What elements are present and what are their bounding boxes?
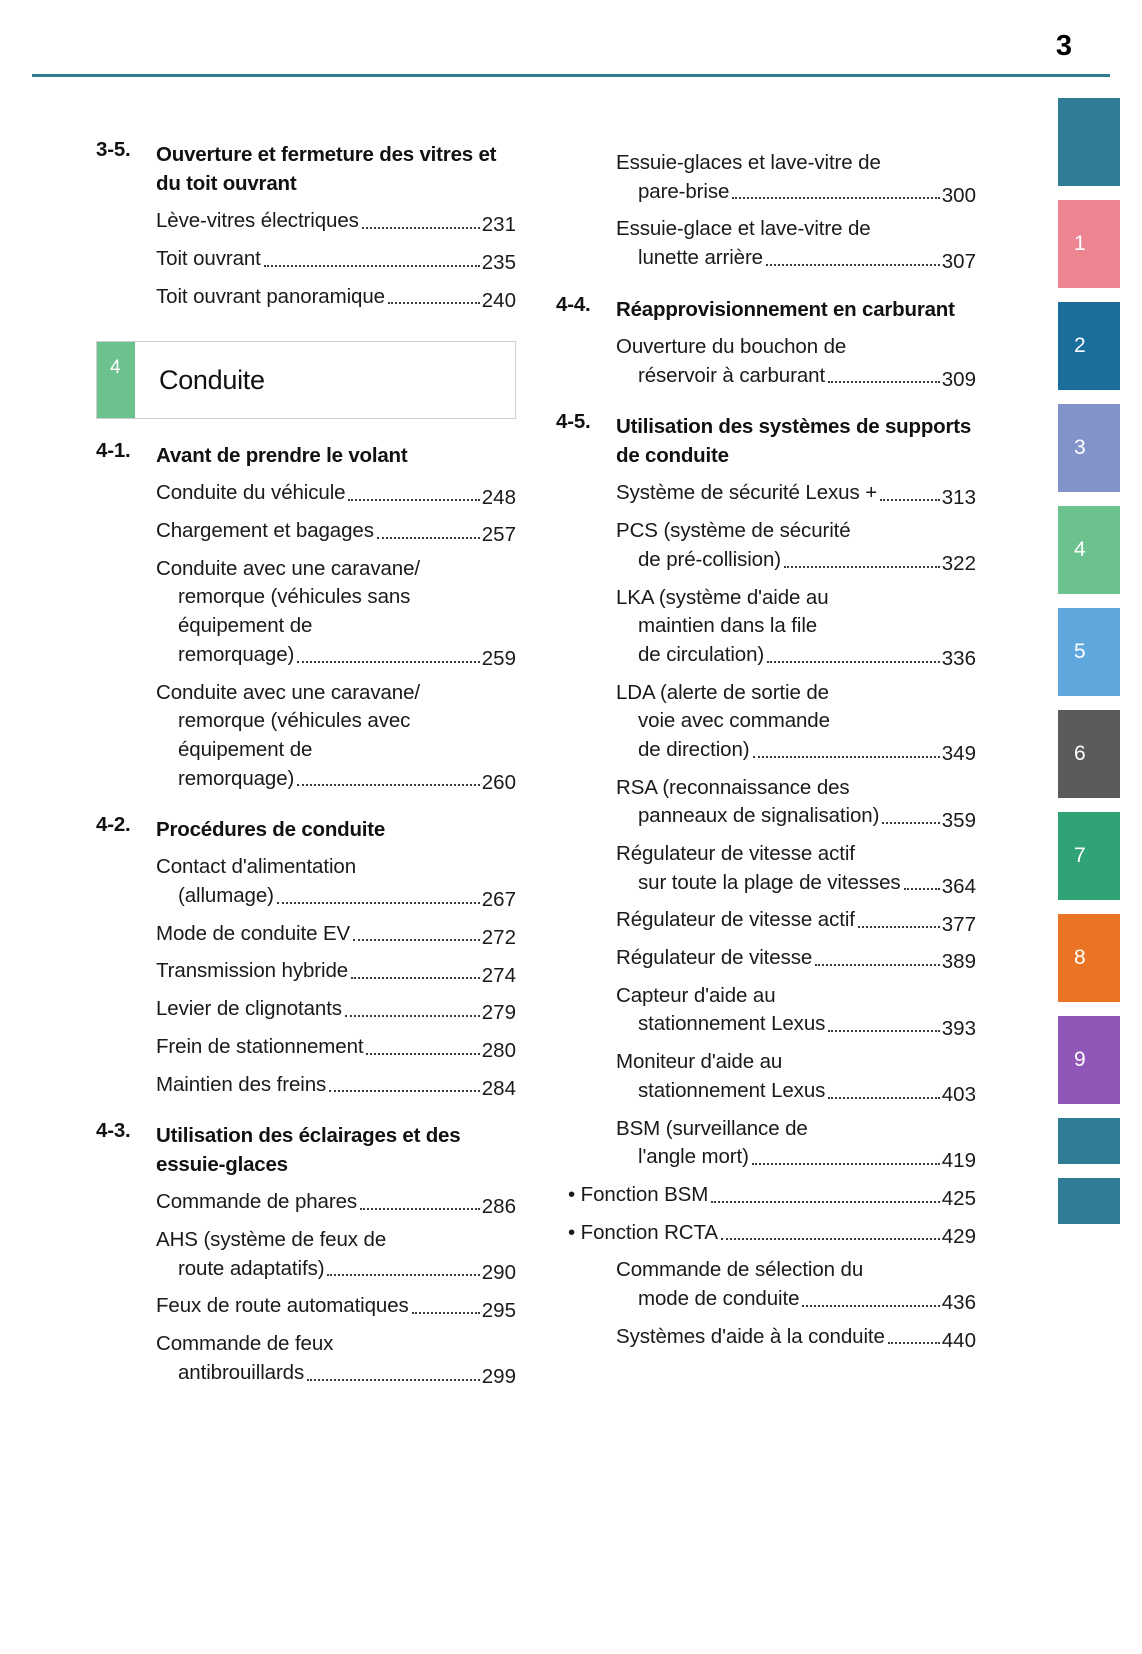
- leader-dots: [904, 888, 940, 890]
- toc-section-number: 4-5.: [556, 410, 591, 434]
- leader-dots: [858, 926, 940, 928]
- toc-entry-last-line: [638, 641, 976, 670]
- toc-entry[interactable]: [156, 1226, 516, 1283]
- toc-section-number: 4-3.: [96, 1119, 131, 1143]
- toc-entry-title-line: Commande de sélection du: [616, 1258, 864, 1282]
- leader-dots: [753, 756, 940, 758]
- toc-page-number: 286: [481, 1194, 516, 1218]
- toc-entry-title-line: maintien dans la file: [638, 614, 818, 638]
- leader-dots: [766, 264, 940, 266]
- toc-entry[interactable]: [616, 1256, 976, 1313]
- toc-section-heading: [96, 815, 516, 844]
- toc-entry[interactable]: [156, 1292, 516, 1321]
- toc-entry-title-line: AHS (système de feux de: [156, 1228, 387, 1252]
- toc-entry-title: Levier de clignotants: [156, 997, 342, 1021]
- toc-entry[interactable]: [156, 1033, 516, 1062]
- toc-entry-title-line: voie avec commande: [638, 709, 830, 733]
- toc-entry[interactable]: [156, 920, 516, 949]
- toc-entry-title: Systèmes d'aide à la conduite: [616, 1324, 885, 1348]
- toc-page-number: 240: [481, 288, 516, 312]
- leader-dots: [388, 302, 480, 304]
- leader-dots: [784, 566, 940, 568]
- chapter-badge: [97, 342, 135, 418]
- side-tab-label: 2: [1074, 334, 1086, 357]
- leader-dots: [351, 977, 480, 979]
- toc-entry-title-line: PCS (système de sécurité: [616, 519, 851, 543]
- toc-entry-title-line: remorque (véhicules sans: [178, 585, 411, 609]
- toc-entry-title-line: Commande de feux: [156, 1332, 334, 1356]
- toc-page-number: 248: [481, 485, 516, 509]
- toc-page-number: 393: [941, 1016, 976, 1040]
- toc-page-number: 300: [941, 183, 976, 207]
- toc-entry-last-line: [638, 178, 976, 207]
- toc-entry-title-line: lunette arrière: [638, 246, 763, 270]
- leader-dots: [882, 822, 939, 824]
- toc-entry-title: Régulateur de vitesse: [616, 946, 813, 970]
- leader-dots: [377, 537, 480, 539]
- leader-dots: [362, 227, 480, 229]
- toc-section-title: Ouverture et fermeture des vitres et du toit ouvrant: [156, 143, 497, 196]
- toc-entry-title-line: de pré-collision): [638, 547, 782, 571]
- toc-entry-title-line: Essuie-glaces et lave-vitre de: [616, 151, 881, 174]
- toc-entry-title-line: remorquage): [178, 766, 295, 790]
- toc-entry[interactable]: [616, 679, 976, 765]
- toc-entry-last-line: [638, 1143, 976, 1172]
- toc-entry-last-line: [638, 546, 976, 575]
- toc-entry[interactable]: [616, 906, 976, 935]
- toc-page-number: 272: [481, 925, 516, 949]
- side-tab-8[interactable]: [1058, 914, 1120, 1002]
- toc-entry-title-line: sur toute la plage de vitesses: [638, 870, 901, 894]
- toc-page-number: 364: [941, 874, 976, 898]
- toc-entry-title: Maintien des freins: [156, 1072, 327, 1096]
- toc-entry[interactable]: [616, 840, 976, 897]
- toc-entry-title-line: Capteur d'aide au: [616, 983, 776, 1007]
- toc-section-title: Avant de prendre le volant: [156, 444, 408, 468]
- toc-entry[interactable]: [156, 207, 516, 236]
- toc-page-number: 419: [941, 1149, 976, 1173]
- toc-section-heading: [96, 1121, 516, 1179]
- toc-entry-title-line: Régulateur de vitesse actif: [616, 842, 855, 866]
- leader-dots: [880, 499, 940, 501]
- toc-entry[interactable]: [156, 995, 516, 1024]
- toc-section-number: 4-4.: [556, 292, 591, 316]
- toc-entry[interactable]: [616, 215, 976, 272]
- leader-dots: [327, 1274, 479, 1276]
- toc-page-number: 295: [481, 1298, 516, 1322]
- toc-entry-last-line: [638, 736, 976, 765]
- toc-page-number: 309: [941, 367, 976, 391]
- toc-page-number: 284: [481, 1076, 516, 1100]
- leader-dots: [888, 1342, 940, 1344]
- side-tab-1[interactable]: [1058, 200, 1120, 288]
- toc-page-number: 377: [941, 912, 976, 936]
- toc-entry-last-line: [178, 882, 516, 911]
- toc-entry[interactable]: [156, 957, 516, 986]
- toc-entry-title-line: Essuie-glace et lave-vitre de: [616, 217, 871, 241]
- side-tab-label: 7: [1074, 844, 1086, 867]
- toc-entry-title-line: RSA (reconnaissance des: [616, 775, 850, 799]
- side-tab-3[interactable]: [1058, 404, 1120, 492]
- leader-dots: [828, 381, 940, 383]
- header-divider: [32, 74, 1110, 77]
- leader-dots: [366, 1053, 479, 1055]
- page-number: 3: [1055, 30, 1072, 62]
- toc-page-number: 336: [941, 647, 976, 671]
- toc-page-number: 279: [481, 1001, 516, 1025]
- toc-entry-last-line: [638, 1010, 976, 1039]
- toc-page-number: 349: [941, 742, 976, 766]
- toc-entry-title-line: de direction): [638, 737, 750, 761]
- toc-page-number: 403: [941, 1083, 976, 1107]
- toc-page-number: 260: [481, 770, 516, 794]
- toc-entry-title-line: réservoir à carburant: [638, 363, 826, 387]
- toc-entry-last-line: [638, 244, 976, 273]
- toc-entry-title-line: LKA (système d'aide au: [616, 585, 829, 609]
- toc-page-number: 429: [941, 1224, 976, 1248]
- toc-page-number: 313: [941, 485, 976, 509]
- toc-entry-title-line: route adaptatifs): [178, 1256, 325, 1280]
- leader-dots: [329, 1090, 480, 1092]
- toc-entry[interactable]: [616, 1115, 976, 1172]
- side-tab-7[interactable]: [1058, 812, 1120, 900]
- toc-entry-last-line: [178, 641, 516, 670]
- side-tab-label: 3: [1074, 436, 1086, 459]
- leader-dots: [732, 197, 939, 199]
- toc-entry-title-line: Contact d'alimentation: [156, 855, 356, 879]
- chapter-banner[interactable]: [96, 341, 516, 419]
- toc-entry-title: Mode de conduite EV: [156, 921, 351, 945]
- toc-entry[interactable]: [156, 853, 516, 910]
- leader-dots: [277, 902, 480, 904]
- toc-entry-title-line: (allumage): [178, 884, 274, 908]
- side-tab-label: 9: [1074, 1048, 1086, 1071]
- chapter-badge-number: 4: [110, 357, 121, 379]
- toc-entry-last-line: [638, 869, 976, 898]
- toc-entry[interactable]: [156, 1188, 516, 1217]
- leader-dots: [412, 1312, 480, 1314]
- leader-dots: [297, 784, 480, 786]
- toc-entry-title-line: équipement de: [178, 614, 313, 638]
- toc-entry-title-line: remorquage): [178, 642, 295, 666]
- toc-entry[interactable]: [156, 555, 516, 670]
- toc-entry-title-line: remorque (véhicules avec: [178, 709, 411, 733]
- toc-entry-title-line: Conduite avec une caravane/: [156, 680, 420, 704]
- toc-section-heading: [556, 412, 976, 470]
- toc-entry-title-line: stationnement Lexus: [638, 1078, 826, 1102]
- toc-section-title: Utilisation des éclairages et des essuie-glaces: [156, 1124, 461, 1177]
- chapter-title: Conduite: [159, 364, 265, 395]
- toc-entry[interactable]: [616, 1048, 976, 1105]
- leader-dots: [297, 661, 480, 663]
- toc-page-number: 257: [481, 523, 516, 547]
- toc-entry-title-line: de circulation): [638, 642, 765, 666]
- toc-section-title: Réapprovisionnement en carburant: [616, 297, 955, 321]
- toc-entry-title: Régulateur de vitesse actif: [616, 908, 855, 932]
- toc-page-number: 436: [941, 1291, 976, 1315]
- leader-dots: [815, 964, 940, 966]
- toc-page-number: 267: [481, 888, 516, 912]
- toc-entry-last-line: [638, 802, 976, 831]
- toc-entry-last-line: [178, 1255, 516, 1284]
- toc-page-number: 280: [481, 1039, 516, 1062]
- toc-entry-title: • Fonction BSM: [568, 1182, 709, 1206]
- toc-section-heading: [556, 292, 976, 324]
- leader-dots: [348, 499, 479, 501]
- side-tab-5[interactable]: [1058, 608, 1120, 696]
- toc-page-number: 389: [941, 950, 976, 974]
- toc-page-number: 440: [941, 1328, 976, 1352]
- toc-entry-title: Lève-vitres électriques: [156, 209, 359, 233]
- toc-entry[interactable]: [568, 1181, 976, 1210]
- toc-section-number: 4-1.: [96, 439, 131, 463]
- leader-dots: [767, 661, 940, 663]
- toc-entry[interactable]: [156, 517, 516, 546]
- leader-dots: [802, 1305, 939, 1307]
- side-tab-4[interactable]: [1058, 506, 1120, 594]
- toc-entry[interactable]: [156, 679, 516, 794]
- toc-entry-title-line: stationnement Lexus: [638, 1012, 826, 1036]
- side-tab-9[interactable]: [1058, 1016, 1120, 1104]
- toc-page-number: 231: [481, 213, 516, 237]
- leader-dots: [353, 939, 480, 941]
- toc-entry-title-line: mode de conduite: [638, 1286, 800, 1310]
- toc-entry[interactable]: [156, 1330, 516, 1387]
- side-tab-blank-11[interactable]: [1058, 1178, 1120, 1224]
- toc-section-title: Procédures de conduite: [156, 818, 386, 842]
- toc-entry-last-line: [178, 1359, 516, 1388]
- toc-entry-title: Transmission hybride: [156, 959, 349, 983]
- toc-entry[interactable]: [156, 479, 516, 508]
- leader-dots: [264, 265, 480, 267]
- toc-page-number: 235: [481, 251, 516, 275]
- toc-entry-title: Toit ouvrant panoramique: [156, 284, 385, 308]
- toc-column-right: [556, 140, 976, 1351]
- toc-column-left: [96, 140, 516, 1388]
- side-tab-label: 8: [1074, 946, 1086, 969]
- toc-entry-title: Système de sécurité Lexus +: [616, 481, 878, 505]
- toc-page-number: 322: [941, 552, 976, 576]
- side-tab-label: 1: [1074, 232, 1086, 255]
- toc-entry[interactable]: [568, 1219, 976, 1248]
- toc-entry-title-line: Ouverture du bouchon de: [616, 334, 847, 358]
- toc-section-number: 3-5.: [96, 138, 131, 161]
- toc-entry-title-line: antibrouillards: [178, 1360, 305, 1384]
- toc-page-number: 307: [941, 250, 976, 274]
- toc-entry-title: • Fonction RCTA: [568, 1220, 718, 1244]
- toc-entry[interactable]: [616, 584, 976, 670]
- side-tab-blank-10[interactable]: [1058, 1118, 1120, 1164]
- toc-section-heading: [96, 140, 516, 198]
- toc-entry[interactable]: [616, 1323, 976, 1352]
- toc-entry[interactable]: [616, 774, 976, 831]
- toc-section-heading: [96, 441, 516, 470]
- toc-entry-last-line: [178, 765, 516, 794]
- toc-entry-title: Frein de stationnement: [156, 1034, 364, 1058]
- toc-page-number: 299: [481, 1365, 516, 1389]
- leader-dots: [307, 1379, 480, 1381]
- toc-entry[interactable]: [616, 333, 976, 390]
- toc-page-number: 290: [481, 1260, 516, 1284]
- toc-entry[interactable]: [616, 944, 976, 973]
- leader-dots: [721, 1238, 940, 1240]
- toc-entry-title-line: Moniteur d'aide au: [616, 1050, 783, 1074]
- toc-section-title: Utilisation des systèmes de supports de conduite: [616, 415, 972, 468]
- toc-entry-title-line: panneaux de signalisation): [638, 804, 880, 828]
- toc-page-number: 425: [941, 1187, 976, 1211]
- toc-entry[interactable]: [156, 245, 516, 274]
- toc-entry-title-line: l'angle mort): [638, 1145, 749, 1169]
- toc-page-number: 359: [941, 808, 976, 832]
- toc-entry-title-line: pare-brise: [638, 179, 730, 203]
- toc-entry-title: Commande de phares: [156, 1190, 358, 1214]
- toc-entry[interactable]: [616, 479, 976, 508]
- side-tab-label: 4: [1074, 538, 1086, 561]
- side-tab-label: 6: [1074, 742, 1086, 765]
- toc-entry-title-line: LDA (alerte de sortie de: [616, 680, 829, 704]
- toc-entry[interactable]: [156, 1071, 516, 1100]
- toc-entry-title: Conduite du véhicule: [156, 481, 346, 505]
- leader-dots: [828, 1097, 940, 1099]
- toc-entry-title: Chargement et bagages: [156, 519, 374, 543]
- toc-entry-title-line: BSM (surveillance de: [616, 1116, 808, 1140]
- side-tab-blank-0[interactable]: [1058, 98, 1120, 186]
- leader-dots: [360, 1208, 480, 1210]
- toc-entry[interactable]: [616, 517, 976, 574]
- toc-entry[interactable]: [156, 283, 516, 312]
- toc-entry[interactable]: [616, 982, 976, 1039]
- toc-entry[interactable]: [616, 149, 976, 206]
- toc-entry-last-line: [638, 362, 976, 391]
- toc-entry-last-line: [638, 1285, 976, 1314]
- side-tab-label: 5: [1074, 640, 1086, 663]
- leader-dots: [752, 1163, 940, 1165]
- toc-entry-title-line: Conduite avec une caravane/: [156, 556, 420, 580]
- leader-dots: [345, 1015, 480, 1017]
- toc-page-number: 274: [481, 963, 516, 987]
- toc-entry-title: Feux de route automatiques: [156, 1294, 409, 1318]
- toc-page-number: 259: [481, 647, 516, 671]
- side-tab-2[interactable]: [1058, 302, 1120, 390]
- toc-section-number: 4-2.: [96, 813, 131, 837]
- leader-dots: [711, 1201, 940, 1203]
- toc-entry-last-line: [638, 1077, 976, 1106]
- leader-dots: [828, 1030, 940, 1032]
- toc-entry-title-line: équipement de: [178, 737, 313, 761]
- toc-entry-title: Toit ouvrant: [156, 246, 261, 270]
- side-tab-index: [1058, 98, 1120, 1238]
- side-tab-6[interactable]: [1058, 710, 1120, 798]
